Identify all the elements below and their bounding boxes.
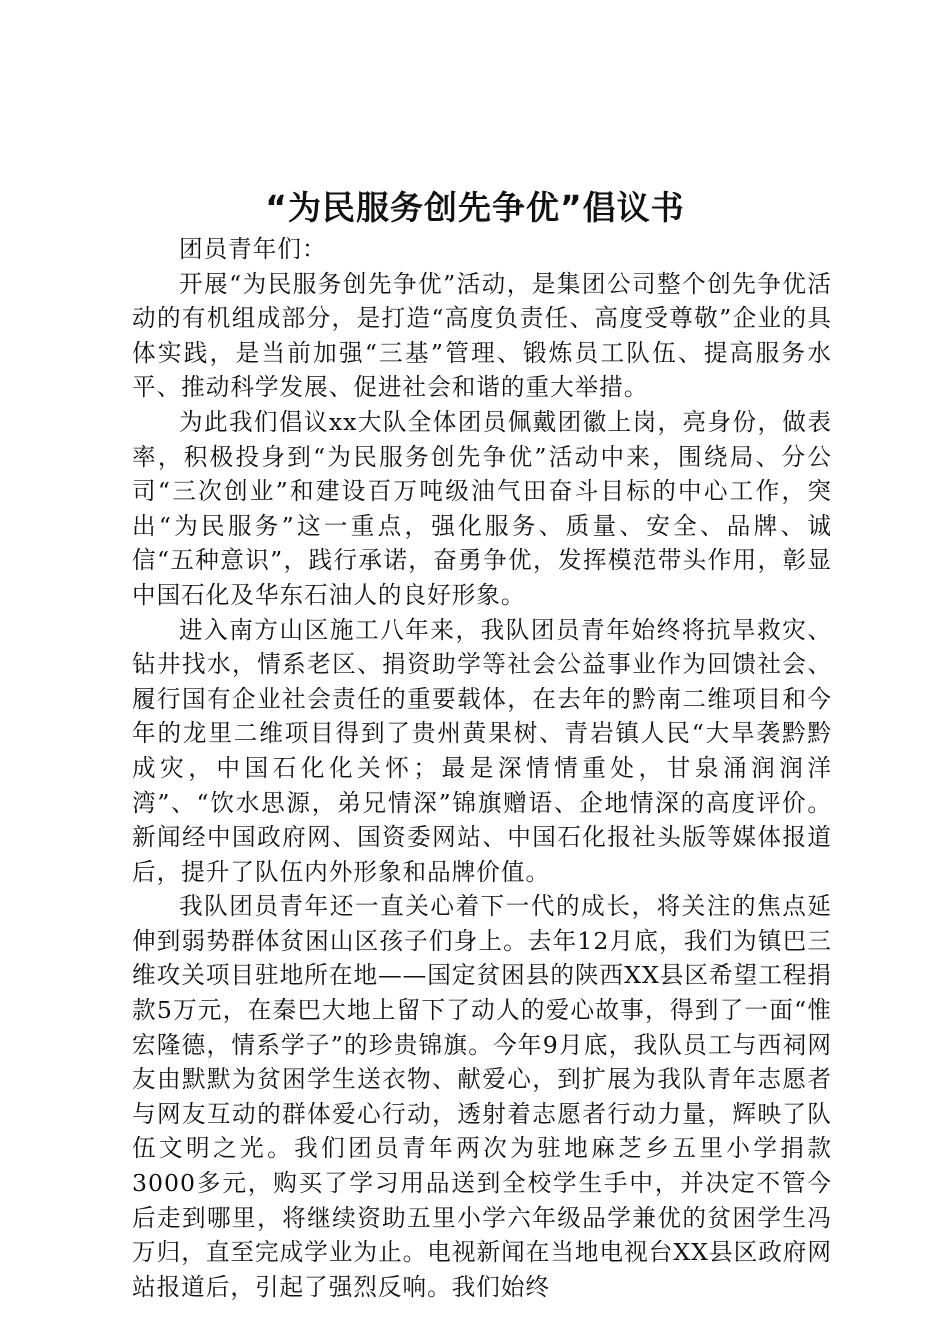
paragraph-2: 为此我们倡议xx大队全体团员佩戴团徽上岗，亮身份，做表率，积极投身到“为民服务创先争优”活动中来，围绕局、分公司“三次创业”和建设百万吨级油气田奋斗目标的中心工作，突出“为民服务”这一重点，强化服务、质量、安全、品牌、诚信“五种意识”，践行承诺，奋勇争优，发挥模范带头作用，彰显中国石化及华东石油人的良好形象。 [132, 407, 832, 609]
paragraph-4: 我队团员青年还一直关心着下一代的成长，将关注的焦点延伸到弱势群体贫困山区孩子们身上。去年12月底，我们为镇巴三维攻关项目驻地所在地——国定贫困县的陕西XX县区希望工程捐款5万元，在秦巴大地上留下了动人的爱心故事，得到了一面“惟宏隆德，情系学子”的珍贵锦旗。今年9月底，我队员工与西祠网友由默默为贫困学生送衣物、献爱心，到扩展为我队青年志愿者与网友互动的群体爱心行动，透射着志愿者行动力量，辉映了队伍文明之光。我们团员青年两次为驻地麻芝乡五里小学捐款3000多元，购买了学习用品送到全校学生手中，并决定不管今后走到哪里，将继续资助五里小学六年级品学兼优的贫困学生冯万归，直至完成学业为止。电视新闻在当地电视台XX县区政府网站报道后，引起了强烈反响。我们始终 [132, 892, 832, 1301]
salutation: 团员青年们： [179, 235, 327, 263]
document-title: “为民服务创先争优”倡议书 [265, 188, 685, 227]
paragraph-1: 开展“为民服务创先争优”活动，是集团公司整个创先争优活动的有机组成部分，是打造“高度负责任、高度受尊敬”企业的具体实践，是当前加强“三基”管理、锻炼员工队伍、提高服务水平、推动科学发展、促进社会和谐的重大举措。 [132, 269, 832, 402]
paragraph-3: 进入南方山区施工八年来，我队团员青年始终将抗旱救灾、钻井找水，情系老区、捐资助学等社会公益事业作为回馈社会、履行国有企业社会责任的重要载体，在去年的黔南二维项目和今年的龙里二维项目得到了贵州黄果树、青岩镇人民“大旱袭黔黔成灾，中国石化化关怀；最是深情情重处，甘泉涌润润洋湾”、“饮水思源，弟兄情深”锦旗赠语、企地情深的高度评价。新闻经中国政府网、国资委网站、中国石化报社头版等媒体报道后，提升了队伍内外形象和品牌价值。 [132, 615, 832, 886]
document-body [132, 232, 832, 1304]
